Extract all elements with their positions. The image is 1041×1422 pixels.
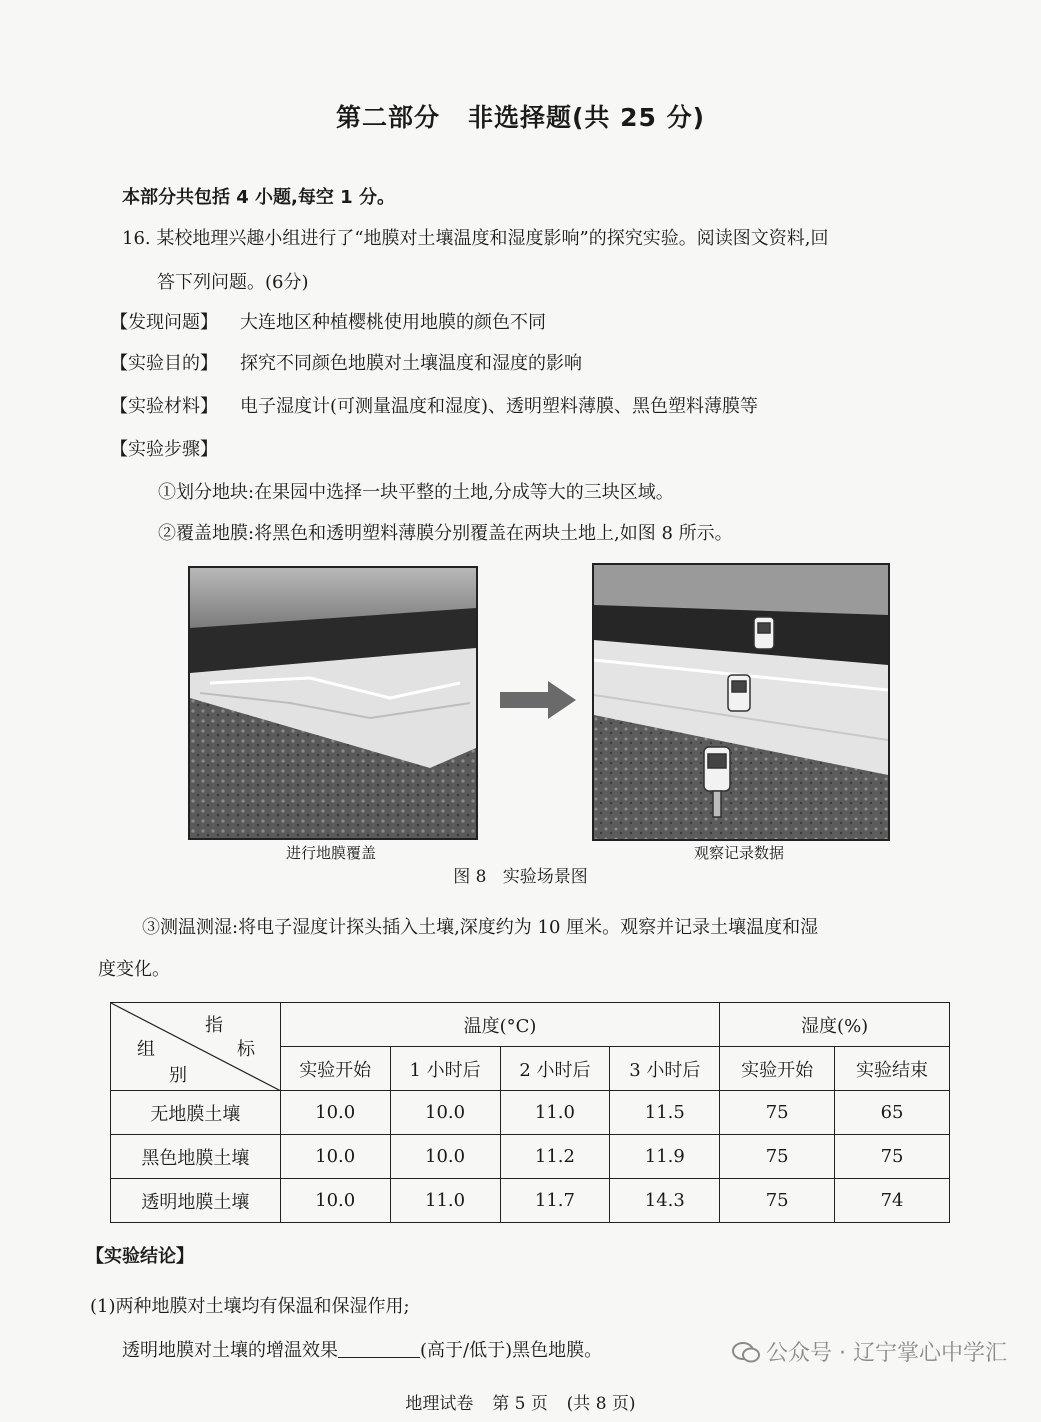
table-cell: 11.0 [500,1091,610,1135]
subheader-cell: 1 小时后 [390,1047,500,1091]
materials-tag: 【实验材料】 [110,396,218,417]
table-cell: 11.9 [610,1135,720,1179]
table-cell: 65 [835,1091,950,1135]
table-cell: 11.0 [390,1179,500,1223]
subheader-cell: 2 小时后 [500,1047,610,1091]
table-cell: 74 [835,1179,950,1223]
subheader-cell: 实验开始 [280,1047,390,1091]
table-row [111,1135,950,1179]
corner-label-top: 指 [205,1015,223,1036]
subheader-cell: 实验开始 [720,1047,835,1091]
table-cell: 10.0 [390,1135,500,1179]
table-cell: 11.5 [610,1091,720,1135]
figure-title: 图 8 实验场景图 [453,867,588,887]
purpose-tag: 【实验目的】 [110,353,218,374]
part-label: 第二部分 [335,103,440,132]
purpose-row [110,349,582,375]
page-footer [0,1389,1041,1414]
hygrometer-1 [754,617,774,649]
question-line-2: 答下列问题。(6分) [157,272,309,293]
wechat-icon [732,1340,760,1364]
table-cell: 11.2 [500,1135,610,1179]
problem-text: 大连地区种植樱桃使用地膜的颜色不同 [240,312,546,333]
conclusion-text-after: (高于/低于)黑色地膜。 [420,1340,603,1361]
table-row [111,1179,950,1223]
table-cell: 10.0 [280,1091,390,1135]
steps-tag: 【实验步骤】 [110,439,218,460]
humidity-header: 湿度(%) [720,1003,950,1047]
conclusion-text-before: 透明地膜对土壤的增温效果 [122,1340,338,1361]
row-label: 无地膜土壤 [111,1091,281,1135]
photo-recording-data [592,563,890,841]
table-row [111,1091,950,1135]
corner-label-left: 组 [137,1039,155,1060]
step-3-line-1: ③测温测湿:将电子湿度计探头插入土壤,深度约为 10 厘米。观察并记录土壤温度和湿 [142,917,819,938]
materials-text: 电子湿度计(可测量温度和湿度)、透明塑料薄膜、黑色塑料薄膜等 [240,396,759,417]
answer-blank[interactable] [338,1339,420,1358]
table-cell: 14.3 [610,1179,720,1223]
arrow-right-icon [498,678,578,722]
caption-left: 进行地膜覆盖 [285,844,376,862]
step-1: ①划分地块:在果园中选择一块平整的土地,分成等大的三块区域。 [158,482,674,503]
corner-label-right: 标 [237,1039,255,1060]
table-header-row [111,1003,950,1047]
watermark [732,1336,1007,1367]
watermark-text: 公众号 · 辽宁掌心中学汇 [766,1341,1007,1366]
table-cell: 10.0 [280,1135,390,1179]
film-scene-illustration [190,568,476,838]
temperature-header: 温度(°C) [280,1003,720,1047]
purpose-text: 探究不同颜色地膜对土壤温度和湿度的影响 [240,353,582,374]
question-line-1: 16. 某校地理兴趣小组进行了“地膜对土壤温度和湿度影响”的探究实验。阅读图文资料,回 [122,228,829,249]
hygrometer-2 [728,675,750,711]
table-cell: 75 [720,1135,835,1179]
row-label: 透明地膜土壤 [111,1179,281,1223]
footer-total: (共 8 页) [566,1394,636,1414]
step-3-line-2: 度变化。 [98,959,170,980]
table-corner-cell [111,1003,281,1091]
conclusion-line-1: (1)两种地膜对土壤均有保温和保湿作用; [90,1296,410,1317]
table-cell: 10.0 [390,1091,500,1135]
part-title: 非选择题(共 25 分) [467,103,706,132]
section-title [0,98,1041,134]
conclusion-tag: 【实验结论】 [86,1246,194,1267]
caption-right: 观察记录数据 [693,844,784,862]
conclusion-line-2 [122,1336,602,1362]
subheader-cell: 3 小时后 [610,1047,720,1091]
table-cell: 11.7 [500,1179,610,1223]
table-cell: 75 [835,1135,950,1179]
section-intro: 本部分共包括 4 小题,每空 1 分。 [122,187,395,208]
problem-row [110,308,546,334]
subheader-cell: 实验结束 [835,1047,950,1091]
photo-covering-film [188,566,478,840]
corner-label-bottom: 别 [169,1065,187,1086]
table-cell: 75 [720,1179,835,1223]
step-2: ②覆盖地膜:将黑色和透明塑料薄膜分别覆盖在两块土地上,如图 8 所示。 [158,523,733,544]
results-table [110,1002,950,1223]
sensor-scene-illustration [594,565,888,839]
row-label: 黑色地膜土壤 [111,1135,281,1179]
problem-tag: 【发现问题】 [110,312,218,333]
table-cell: 10.0 [280,1179,390,1223]
footer-subject: 地理试卷 [405,1394,474,1414]
footer-page: 第 5 页 [492,1394,548,1414]
table-cell: 75 [720,1091,835,1135]
materials-row [110,392,758,418]
